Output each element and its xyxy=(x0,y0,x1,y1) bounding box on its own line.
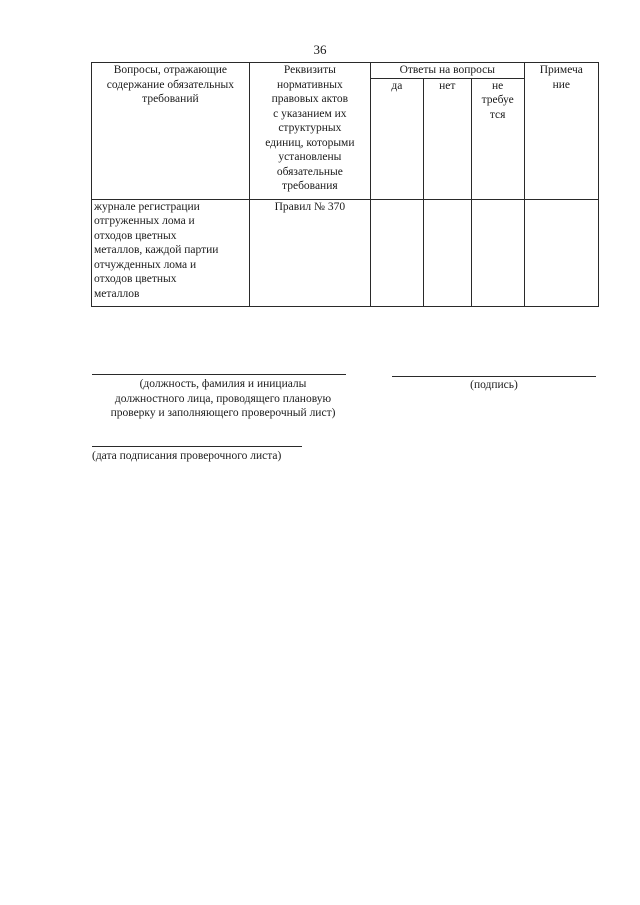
page-number: 36 xyxy=(313,42,327,57)
header-questions-text: Вопросы, отражающие содержание обязательных требований xyxy=(106,64,235,105)
header-yes-text: да xyxy=(391,79,403,92)
row-no-cell[interactable] xyxy=(423,199,471,306)
signature-line[interactable] xyxy=(392,376,596,377)
date-caption: (дата подписания проверочного листа) xyxy=(92,450,282,462)
row-question-cell xyxy=(92,199,250,306)
row-note-cell[interactable] xyxy=(524,199,598,306)
row-yes-cell[interactable] xyxy=(370,199,423,306)
header-no xyxy=(423,78,471,199)
row-requisites-text: Правил № 370 xyxy=(274,200,346,213)
header-not-required xyxy=(471,78,524,199)
header-yes xyxy=(370,78,423,199)
table-row xyxy=(92,199,599,306)
row-not-required-cell[interactable] xyxy=(471,199,524,306)
header-not-required-text: не требуе тся xyxy=(481,79,514,121)
official-signature-line[interactable] xyxy=(92,374,346,375)
date-signature-line[interactable] xyxy=(92,446,302,447)
header-answers-text: Ответы на вопросы xyxy=(399,64,495,76)
header-answers xyxy=(370,63,524,79)
header-requisites xyxy=(249,63,370,200)
header-requisites-text: Реквизиты нормативных правовых актов с указанием их структурных единиц, которыми установлены обязательные требования xyxy=(265,64,355,192)
header-questions xyxy=(92,63,250,200)
row-requisites-cell xyxy=(249,199,370,306)
signature-caption: (подпись) xyxy=(470,379,518,391)
table-header-row xyxy=(92,63,599,79)
header-note xyxy=(524,63,598,200)
header-note-text: Примеча ние xyxy=(539,64,583,91)
checklist-table xyxy=(91,62,599,307)
official-caption: (должность, фамилия и инициалы должностного лица, проводящего плановую проверку и заполняющего проверочный лист) xyxy=(110,378,336,419)
header-no-text: нет xyxy=(439,79,456,92)
row-question-text: журнале регистрации отгруженных лома и отходов цветных металлов, каждой партии отчужденных лома и отходов цветных металлов xyxy=(94,200,219,300)
